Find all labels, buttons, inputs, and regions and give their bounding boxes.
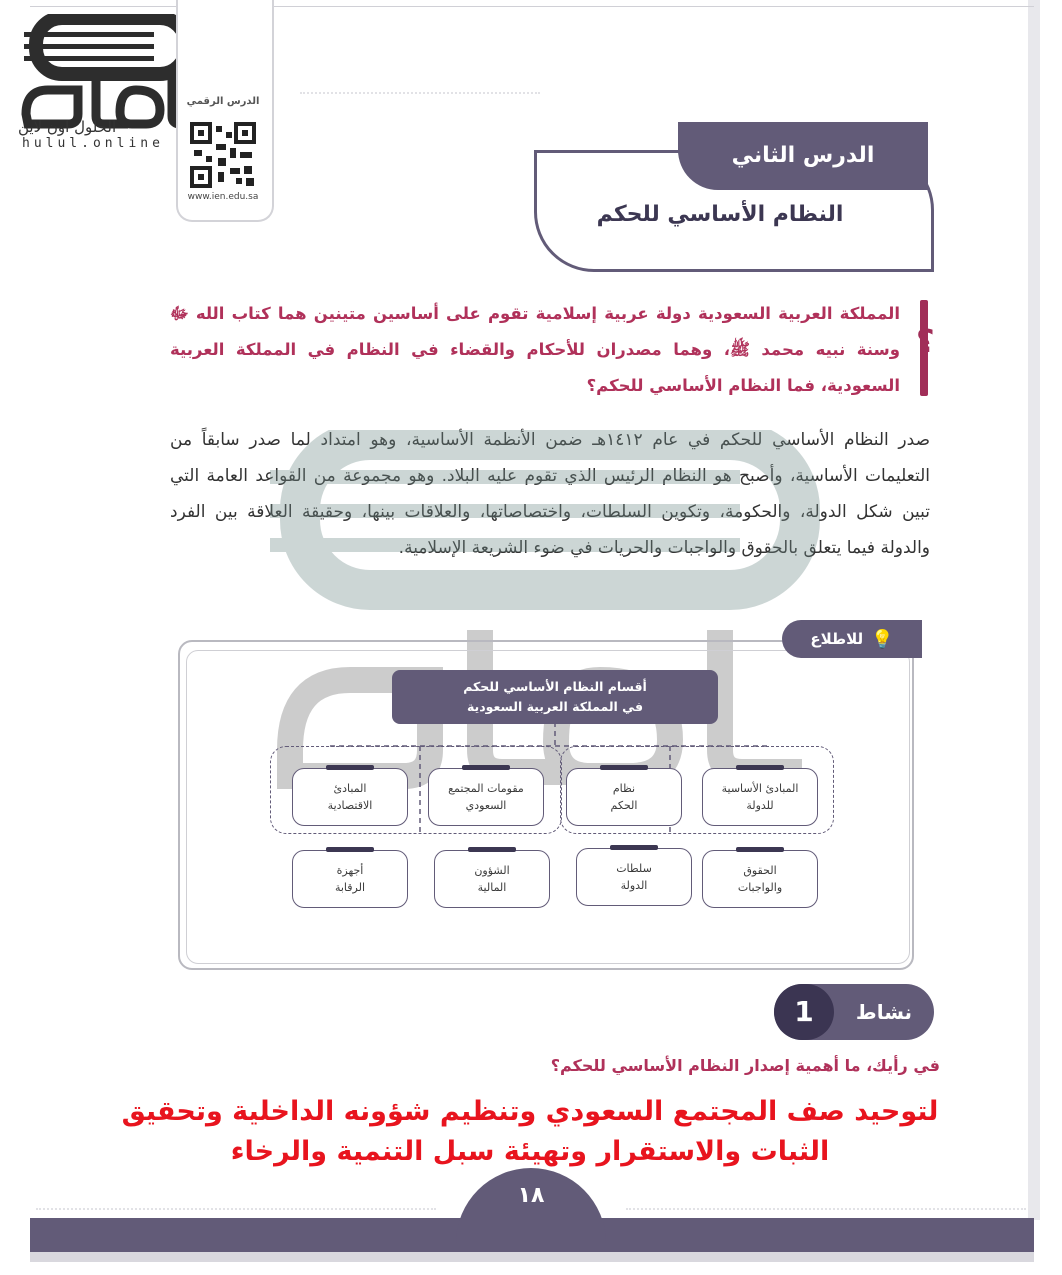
decorative-pattern <box>626 1186 1026 1210</box>
info-tag <box>782 620 922 658</box>
diagram-node-rights-duties <box>702 850 818 908</box>
decorative-pattern <box>300 70 540 94</box>
node-line-2: الاقتصادية <box>327 799 373 812</box>
intro-text: المملكة العربية السعودية دولة عربية إسلامية تقوم على أساسين متينين هما كتاب الله ﷻ وسنة نبيه محمد ﷺ، وهما مصدران للأحكام والقضاء في النظام في المملكة العربية السعودية، فما النظام الأساسي للحكم؟ <box>170 304 900 395</box>
node-line-1: سلطات <box>616 862 652 875</box>
node-line-2: السعودي <box>465 799 507 812</box>
node-line-2: الرقابة <box>334 881 366 894</box>
page-number: ١٨ <box>456 1168 606 1252</box>
diagram-title <box>392 670 718 724</box>
node-line-2: المالية <box>477 881 507 894</box>
diagram-node-financial-affairs <box>434 850 550 908</box>
answer-line-2: الثبات والاستقرار وتهيئة سبل التنمية والرخاء <box>230 1136 830 1167</box>
diagram-node-governance-system <box>566 768 682 826</box>
node-line-1: الشؤون <box>474 864 510 877</box>
diagram-title-line-1: أقسام النظام الأساسي للحكم <box>463 679 647 694</box>
activity-label: نشاط <box>855 1000 913 1024</box>
node-line-2: للدولة <box>746 799 774 812</box>
node-line-1: المبادئ <box>333 782 367 795</box>
lightbulb-icon: 💡 <box>871 628 894 650</box>
digital-lesson-card[interactable] <box>176 0 274 222</box>
qr-code-icon[interactable] <box>190 122 256 188</box>
node-line-2: الدولة <box>620 879 648 892</box>
activity-question: في رأيك، ما أهمية إصدار النظام الأساسي للحكم؟ <box>550 1056 940 1075</box>
body-paragraph: صدر النظام الأساسي للحكم في عام ١٤١٢هـ ضمن الأنظمة الأساسية، وهو امتداد لما صدر سابقاً من التعليمات الأساسية، وأصبح هو النظام الرئيس الذي تقوم عليه البلاد. وهو مجموعة من القواعد العامة التي تبين شكل الدولة، والحكومة، وتكوين السلطات، واختصاصاتها، والعلاقات بينها، وحقيقة العلاقة بين الفرد والدولة فيما يتعلق بالحقوق والواجبات والحريات في ضوء الشريعة الإسلامية. <box>170 430 931 558</box>
diagram-node-society-components <box>428 768 544 826</box>
diagram-node-oversight-bodies <box>292 850 408 908</box>
diagram-node-basic-principles <box>702 768 818 826</box>
activity-answer[interactable] <box>120 1092 940 1172</box>
logo-latin-text: hulul.online <box>22 136 164 151</box>
activity-number: 1 <box>774 984 834 1040</box>
answer-line-1: لتوحيد صف المجتمع السعودي وتنظيم شؤونه الداخلية وتحقيق <box>121 1096 939 1127</box>
digital-lesson-url[interactable]: www.ien.edu.sa <box>187 192 259 202</box>
page-frame-right <box>1028 0 1040 1220</box>
lesson-title: النظام الأساسي للحكم <box>596 202 844 227</box>
question-mark-icon: ؟ <box>916 322 935 360</box>
node-line-1: أجهزة <box>336 864 364 877</box>
diagram-node-economic-principles <box>292 768 408 826</box>
node-line-1: مقومات المجتمع <box>448 782 524 795</box>
info-tag-label: للاطلاع <box>810 630 864 648</box>
logo-arabic-text: الحلول اون لاين <box>18 118 117 136</box>
node-line-1: المبادئ الأساسية <box>721 782 799 795</box>
node-line-2: الحكم <box>610 799 638 812</box>
diagram-title-line-2: في المملكة العربية السعودية <box>466 699 644 714</box>
digital-lesson-label: الدرس الرقمي <box>186 96 260 107</box>
bottom-under-band <box>30 1252 1034 1262</box>
node-line-1: نظام <box>612 782 636 795</box>
decorative-pattern <box>36 1186 436 1210</box>
lesson-number-tab: الدرس الثاني <box>678 122 928 190</box>
node-line-2: والواجبات <box>737 881 783 894</box>
node-line-1: الحقوق <box>743 864 777 877</box>
diagram-node-state-authorities <box>576 848 692 906</box>
